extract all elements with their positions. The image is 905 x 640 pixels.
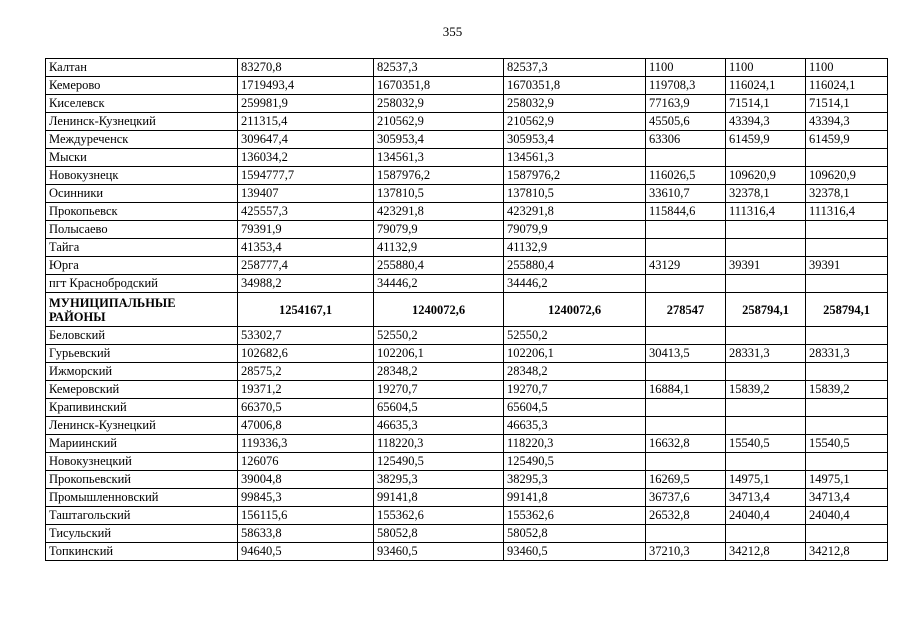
value-cell: 210562,9: [374, 113, 504, 131]
value-cell: 119708,3: [646, 77, 726, 95]
value-cell: 139407: [238, 185, 374, 203]
value-cell: 15540,5: [726, 435, 806, 453]
value-cell: 30413,5: [646, 345, 726, 363]
value-cell: 137810,5: [374, 185, 504, 203]
value-cell: 1594777,7: [238, 167, 374, 185]
table-row: [46, 399, 888, 417]
value-cell: [726, 363, 806, 381]
value-cell: 14975,1: [806, 471, 888, 489]
value-cell: [646, 239, 726, 257]
row-name-cell: Крапивинский: [46, 399, 238, 417]
value-cell: 99845,3: [238, 489, 374, 507]
table-row: [46, 489, 888, 507]
value-cell: 34446,2: [504, 275, 646, 293]
value-cell: 26532,8: [646, 507, 726, 525]
value-cell: 278547: [646, 293, 726, 327]
value-cell: 259981,9: [238, 95, 374, 113]
value-cell: 32378,1: [806, 185, 888, 203]
value-cell: [806, 221, 888, 239]
table-row: [46, 113, 888, 131]
table-row: [46, 59, 888, 77]
value-cell: [726, 239, 806, 257]
value-cell: [726, 453, 806, 471]
value-cell: 52550,2: [374, 327, 504, 345]
row-name-cell: Междуреченск: [46, 131, 238, 149]
value-cell: 79079,9: [504, 221, 646, 239]
value-cell: 119336,3: [238, 435, 374, 453]
value-cell: 47006,8: [238, 417, 374, 435]
value-cell: 125490,5: [374, 453, 504, 471]
table-row: [46, 149, 888, 167]
value-cell: 111316,4: [726, 203, 806, 221]
row-name-cell: Тайга: [46, 239, 238, 257]
value-cell: 37210,3: [646, 543, 726, 561]
table-row: [46, 131, 888, 149]
table-row: [46, 453, 888, 471]
value-cell: 423291,8: [504, 203, 646, 221]
value-cell: [646, 221, 726, 239]
value-cell: 41353,4: [238, 239, 374, 257]
value-cell: 58052,8: [374, 525, 504, 543]
value-cell: 15839,2: [726, 381, 806, 399]
value-cell: 16884,1: [646, 381, 726, 399]
value-cell: 71514,1: [806, 95, 888, 113]
value-cell: 46635,3: [504, 417, 646, 435]
value-cell: 82537,3: [504, 59, 646, 77]
value-cell: 34713,4: [806, 489, 888, 507]
value-cell: [646, 399, 726, 417]
value-cell: 1100: [646, 59, 726, 77]
value-cell: 116026,5: [646, 167, 726, 185]
table-row: [46, 203, 888, 221]
value-cell: 82537,3: [374, 59, 504, 77]
table-row: [46, 239, 888, 257]
value-cell: [726, 399, 806, 417]
row-name-cell: Киселевск: [46, 95, 238, 113]
value-cell: [646, 525, 726, 543]
value-cell: 211315,4: [238, 113, 374, 131]
value-cell: 1670351,8: [374, 77, 504, 95]
table-row: [46, 417, 888, 435]
value-cell: 41132,9: [504, 239, 646, 257]
row-name-cell: Калтан: [46, 59, 238, 77]
row-name-cell: Таштагольский: [46, 507, 238, 525]
value-cell: 34446,2: [374, 275, 504, 293]
table-row: [46, 381, 888, 399]
value-cell: [806, 327, 888, 345]
value-cell: [646, 149, 726, 167]
value-cell: [726, 417, 806, 435]
value-cell: 309647,4: [238, 131, 374, 149]
value-cell: 115844,6: [646, 203, 726, 221]
row-name-cell: Мыски: [46, 149, 238, 167]
value-cell: 24040,4: [726, 507, 806, 525]
value-cell: 134561,3: [374, 149, 504, 167]
value-cell: 43394,3: [806, 113, 888, 131]
value-cell: 1100: [806, 59, 888, 77]
row-name-cell: Ленинск-Кузнецкий: [46, 417, 238, 435]
table-row: [46, 221, 888, 239]
value-cell: 14975,1: [726, 471, 806, 489]
row-name-cell: Полысаево: [46, 221, 238, 239]
value-cell: 305953,4: [504, 131, 646, 149]
value-cell: [646, 417, 726, 435]
value-cell: 102682,6: [238, 345, 374, 363]
value-cell: 109620,9: [806, 167, 888, 185]
value-cell: [806, 453, 888, 471]
row-name-cell: Топкинский: [46, 543, 238, 561]
value-cell: 134561,3: [504, 149, 646, 167]
value-cell: 34988,2: [238, 275, 374, 293]
value-cell: 39391: [806, 257, 888, 275]
value-cell: 58052,8: [504, 525, 646, 543]
value-cell: 34212,8: [726, 543, 806, 561]
value-cell: 102206,1: [504, 345, 646, 363]
value-cell: 28331,3: [806, 345, 888, 363]
value-cell: 33610,7: [646, 185, 726, 203]
value-cell: 99141,8: [374, 489, 504, 507]
value-cell: [646, 363, 726, 381]
value-cell: 258032,9: [504, 95, 646, 113]
value-cell: 125490,5: [504, 453, 646, 471]
value-cell: [806, 363, 888, 381]
value-cell: [646, 275, 726, 293]
value-cell: 258777,4: [238, 257, 374, 275]
value-cell: [726, 275, 806, 293]
value-cell: 156115,6: [238, 507, 374, 525]
value-cell: 58633,8: [238, 525, 374, 543]
value-cell: 1254167,1: [238, 293, 374, 327]
value-cell: 1587976,2: [374, 167, 504, 185]
value-cell: 38295,3: [504, 471, 646, 489]
table-row: [46, 77, 888, 95]
value-cell: 1240072,6: [504, 293, 646, 327]
value-cell: 258032,9: [374, 95, 504, 113]
value-cell: 39391: [726, 257, 806, 275]
row-name-cell: Осинники: [46, 185, 238, 203]
table-row: [46, 345, 888, 363]
row-name-cell: Прокопьевск: [46, 203, 238, 221]
value-cell: 137810,5: [504, 185, 646, 203]
value-cell: 118220,3: [374, 435, 504, 453]
value-cell: 28331,3: [726, 345, 806, 363]
value-cell: 53302,7: [238, 327, 374, 345]
value-cell: 258794,1: [806, 293, 888, 327]
value-cell: [806, 417, 888, 435]
value-cell: [806, 525, 888, 543]
value-cell: 109620,9: [726, 167, 806, 185]
value-cell: 102206,1: [374, 345, 504, 363]
value-cell: 71514,1: [726, 95, 806, 113]
value-cell: 34212,8: [806, 543, 888, 561]
table-row: [46, 435, 888, 453]
value-cell: 43394,3: [726, 113, 806, 131]
value-cell: [806, 239, 888, 257]
value-cell: 258794,1: [726, 293, 806, 327]
table-row: [46, 525, 888, 543]
value-cell: [726, 149, 806, 167]
value-cell: 155362,6: [504, 507, 646, 525]
row-name-cell: Беловский: [46, 327, 238, 345]
value-cell: [726, 525, 806, 543]
value-cell: 99141,8: [504, 489, 646, 507]
value-cell: 41132,9: [374, 239, 504, 257]
row-name-cell: Юрга: [46, 257, 238, 275]
value-cell: 19371,2: [238, 381, 374, 399]
value-cell: 16269,5: [646, 471, 726, 489]
value-cell: 24040,4: [806, 507, 888, 525]
value-cell: 61459,9: [726, 131, 806, 149]
value-cell: 39004,8: [238, 471, 374, 489]
table-row: [46, 185, 888, 203]
value-cell: [806, 275, 888, 293]
value-cell: 1719493,4: [238, 77, 374, 95]
value-cell: 28575,2: [238, 363, 374, 381]
row-name-cell: Тисульский: [46, 525, 238, 543]
value-cell: 16632,8: [646, 435, 726, 453]
row-name-cell: МУНИЦИПАЛЬНЫЕ РАЙОНЫ: [46, 293, 238, 327]
table-row: [46, 257, 888, 275]
value-cell: 38295,3: [374, 471, 504, 489]
value-cell: 32378,1: [726, 185, 806, 203]
value-cell: 61459,9: [806, 131, 888, 149]
value-cell: 63306: [646, 131, 726, 149]
row-name-cell: Гурьевский: [46, 345, 238, 363]
value-cell: 79391,9: [238, 221, 374, 239]
budget-table: [45, 58, 888, 561]
row-name-cell: Ижморский: [46, 363, 238, 381]
row-name-cell: Кемерово: [46, 77, 238, 95]
value-cell: 155362,6: [374, 507, 504, 525]
value-cell: 126076: [238, 453, 374, 471]
value-cell: 423291,8: [374, 203, 504, 221]
table-row: [46, 363, 888, 381]
value-cell: 116024,1: [806, 77, 888, 95]
row-name-cell: Ленинск-Кузнецкий: [46, 113, 238, 131]
value-cell: [806, 399, 888, 417]
value-cell: 1100: [726, 59, 806, 77]
value-cell: 28348,2: [374, 363, 504, 381]
value-cell: 1587976,2: [504, 167, 646, 185]
table-row: [46, 167, 888, 185]
row-name-cell: Промышленновский: [46, 489, 238, 507]
row-name-cell: Новокузнецкий: [46, 453, 238, 471]
row-name-cell: Новокузнецк: [46, 167, 238, 185]
value-cell: [726, 221, 806, 239]
value-cell: 43129: [646, 257, 726, 275]
value-cell: 111316,4: [806, 203, 888, 221]
value-cell: 77163,9: [646, 95, 726, 113]
value-cell: 52550,2: [504, 327, 646, 345]
value-cell: 93460,5: [504, 543, 646, 561]
value-cell: [726, 327, 806, 345]
row-name-cell: пгт Краснобродский: [46, 275, 238, 293]
value-cell: 210562,9: [504, 113, 646, 131]
row-name-cell: Прокопьевский: [46, 471, 238, 489]
value-cell: 36737,6: [646, 489, 726, 507]
value-cell: 116024,1: [726, 77, 806, 95]
value-cell: 83270,8: [238, 59, 374, 77]
value-cell: 15839,2: [806, 381, 888, 399]
value-cell: 66370,5: [238, 399, 374, 417]
value-cell: 94640,5: [238, 543, 374, 561]
value-cell: 28348,2: [504, 363, 646, 381]
value-cell: 305953,4: [374, 131, 504, 149]
value-cell: [646, 453, 726, 471]
value-cell: 118220,3: [504, 435, 646, 453]
table-row: [46, 275, 888, 293]
row-name-cell: Кемеровский: [46, 381, 238, 399]
value-cell: 255880,4: [374, 257, 504, 275]
value-cell: 93460,5: [374, 543, 504, 561]
table-row: [46, 95, 888, 113]
value-cell: 425557,3: [238, 203, 374, 221]
value-cell: 34713,4: [726, 489, 806, 507]
value-cell: 1240072,6: [374, 293, 504, 327]
value-cell: 65604,5: [374, 399, 504, 417]
table-row: [46, 507, 888, 525]
value-cell: 79079,9: [374, 221, 504, 239]
value-cell: 19270,7: [374, 381, 504, 399]
page-number: 355: [442, 24, 463, 39]
value-cell: [646, 327, 726, 345]
section-row: [46, 293, 888, 327]
value-cell: [806, 149, 888, 167]
value-cell: 46635,3: [374, 417, 504, 435]
value-cell: 19270,7: [504, 381, 646, 399]
value-cell: 255880,4: [504, 257, 646, 275]
table-row: [46, 543, 888, 561]
value-cell: 65604,5: [504, 399, 646, 417]
value-cell: 1670351,8: [504, 77, 646, 95]
value-cell: 15540,5: [806, 435, 888, 453]
value-cell: 45505,6: [646, 113, 726, 131]
row-name-cell: Мариинский: [46, 435, 238, 453]
table-row: [46, 471, 888, 489]
value-cell: 136034,2: [238, 149, 374, 167]
table-body: [46, 59, 888, 561]
table-row: [46, 327, 888, 345]
